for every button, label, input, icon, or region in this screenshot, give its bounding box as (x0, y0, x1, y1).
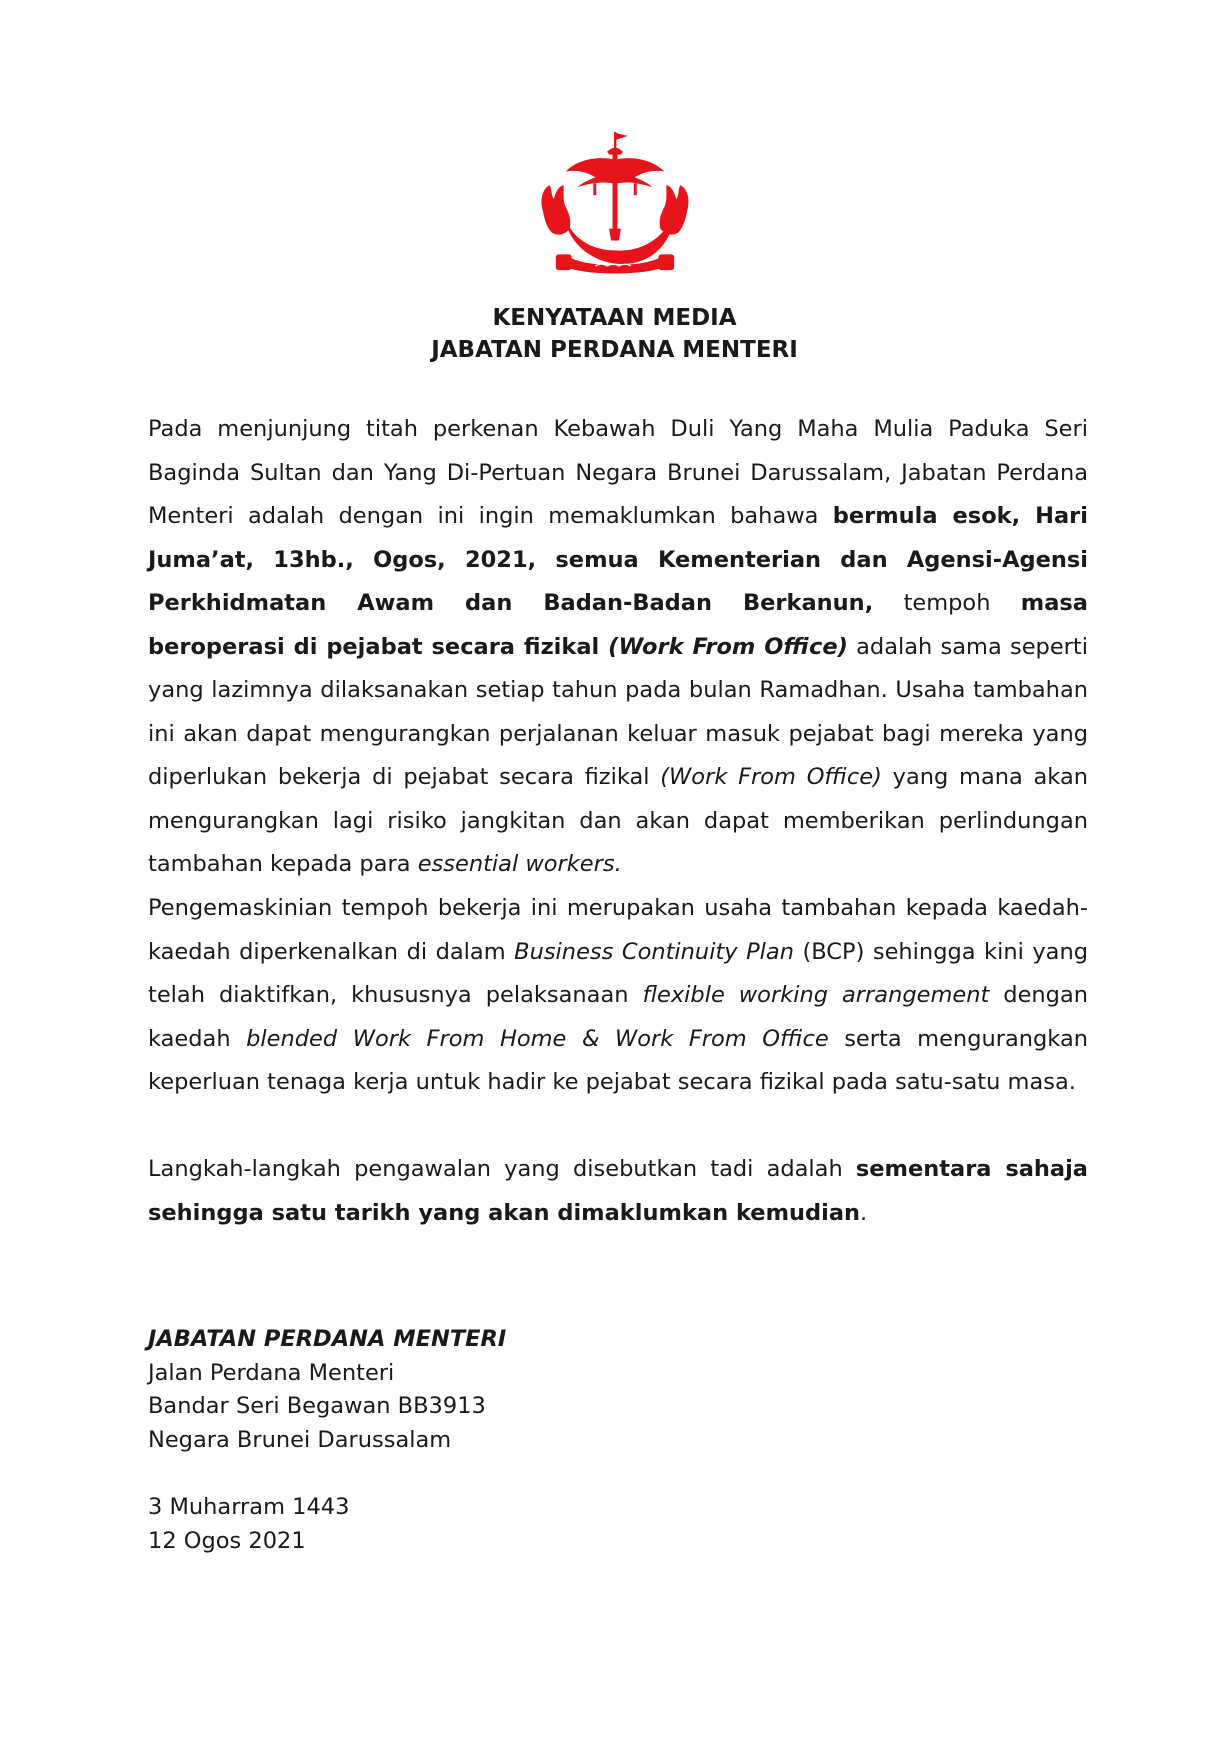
text-run: (BCP) sehingga kini yang telah diaktifkan, khususnya pelaksanaan (148, 938, 1088, 1008)
text-run-italic: (Work From Office) (660, 764, 882, 790)
text-run: . (860, 1199, 868, 1226)
page-subtitle: JABATAN PERDANA MENTERI (431, 337, 798, 363)
text-run: Pengemaskinian tempoh bekerja ini merupakan usaha tambahan kepada kaedah-kaedah diperkenalkan di dalam (148, 895, 1088, 965)
address-line: Negara Brunei Darussalam (148, 1426, 452, 1453)
address-line: Jalan Perdana Menteri (148, 1359, 395, 1386)
title-block (0, 302, 1229, 366)
text-run: yang mana akan mengurangkan lagi risiko jangkitan dan akan dapat memberikan perlindungan tambahan kepada para (148, 764, 1088, 877)
signature-block (148, 1323, 506, 1457)
text-run: tempoh (873, 590, 1021, 616)
paragraph-2 (148, 887, 1088, 1105)
address-line: Bandar Seri Begawan BB3913 (148, 1393, 486, 1419)
brunei-crest-icon (536, 130, 694, 278)
text-run-bold-italic: (Work From Office) (608, 633, 848, 660)
text-run: Langkah-langkah pengawalan yang disebutkan tadi adalah (148, 1156, 856, 1182)
text-run-bold: bermula esok, Hari Juma’at, 13hb., Ogos, 2021, semua Kementerian dan Agensi-Agensi Perkhidmatan Awam dan Badan-Badan Berkanun, (148, 503, 1088, 616)
date-block (148, 1490, 349, 1558)
text-run-italic: flexible working arrangement (642, 982, 990, 1008)
text-run-bold: masa beroperasi di pejabat secara fizikal (148, 590, 1088, 660)
text-run: dengan kaedah (148, 982, 1089, 1052)
text-run: serta mengurangkan keperluan tenaga kerja untuk hadir ke pejabat secara fizikal pada satu-satu masa. (148, 1025, 1088, 1095)
text-run-italic: blended Work From Home & Work From Office (246, 1025, 829, 1052)
hijri-date: 3 Muharram 1443 (148, 1494, 350, 1520)
gregorian-date: 12 Ogos 2021 (148, 1528, 306, 1554)
paragraph-1 (148, 408, 1088, 887)
text-run-bold: sementara sahaja sehingga satu tarikh yang akan dimaklumkan kemudian (148, 1156, 1088, 1226)
text-run: Pada menjunjung titah perkenan Kebawah Duli Yang Maha Mulia Paduka Seri Baginda Sultan dan Yang Di-Pertuan Negara Brunei Darussalam, Jabatan Perdana Menteri adalah dengan ini ingin memaklumkan bahawa (148, 416, 1088, 529)
text-run: adalah sama seperti yang lazimnya dilaksanakan setiap tahun pada bulan Ramadhan. Usaha tambahan ini akan dapat mengurangkan perjalanan keluar masuk pejabat bagi mereka yang diperlukan bekerja di pejabat secara fizikal (148, 633, 1088, 790)
text-run-italic: Business Continuity Plan (514, 938, 794, 965)
paragraph-3 (148, 1148, 1088, 1235)
page-title: KENYATAAN MEDIA (492, 305, 737, 331)
text-run-italic: essential workers. (417, 851, 622, 877)
signature-department: JABATAN PERDANA MENTERI (148, 1326, 507, 1352)
